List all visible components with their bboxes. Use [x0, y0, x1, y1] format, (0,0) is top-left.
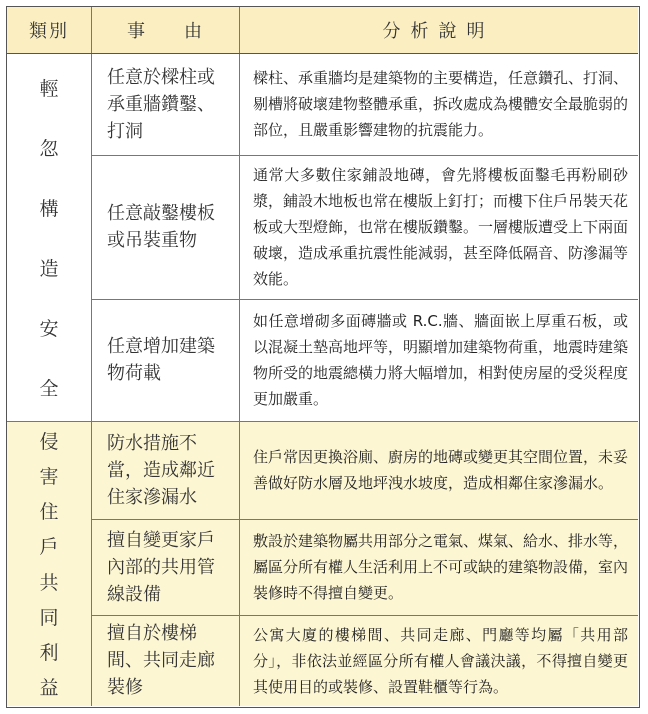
explanation-cell: 公寓大廈的樓梯間、共同走廊、門廳等均屬「共用部分」，非依法並經區分所有權人會議決議，不得擅自變更其使用目的或裝修、設置鞋櫃等行為。 — [253, 625, 628, 696]
category-char: 戶 — [39, 536, 59, 559]
category-char: 全 — [39, 377, 59, 400]
reason-cell: 任意敲鑿樓板或吊裝重物 — [107, 203, 215, 251]
header-reason: 事 由 — [127, 21, 203, 42]
reason-cell: 任意於樑柱或承重牆鑽鑿、打洞 — [107, 66, 215, 142]
category-char: 害 — [39, 466, 59, 489]
category-char: 忽 — [39, 137, 59, 160]
category-char: 造 — [39, 257, 59, 280]
category-char: 住 — [39, 501, 59, 524]
header-explanation: 分析說明 — [382, 21, 495, 42]
category-char: 益 — [39, 676, 59, 699]
row-divider — [7, 421, 638, 422]
column-divider — [239, 7, 240, 706]
regulation-table — [6, 6, 640, 708]
category-char: 安 — [39, 317, 59, 340]
row-divider — [91, 519, 638, 520]
row-divider — [91, 155, 638, 156]
row-divider — [91, 299, 638, 300]
explanation-cell: 樑柱、承重牆均是建築物的主要構造，任意鑽孔、打洞、剔槽將破壞建物整體承重，拆改處成為樓體安全最脆弱的部位，且嚴重影響建物的抗震能力。 — [253, 69, 629, 139]
category-char: 利 — [39, 641, 59, 664]
explanation-cell: 如任意增砌多面磚牆或 R.C.牆、牆面嵌上厚重石板，或以混凝土墊高地坪等，明顯增加建築物荷重，地震時建築物所受的地震總橫力將大幅增加，相對使房屋的受災程度更加嚴重。 — [253, 312, 629, 408]
explanation-cell: 敷設於建築物屬共用部分之電氣、煤氣、給水、排水等，屬區分所有權人生活利用上不可或缺的建築物設備，室內裝修時不得擅自變更。 — [253, 532, 629, 602]
category-char: 同 — [39, 606, 59, 629]
category-char: 侵 — [39, 431, 59, 454]
column-divider — [91, 7, 92, 706]
row-divider — [7, 53, 638, 54]
reason-cell: 任意增加建築物荷載 — [107, 336, 215, 384]
reason-cell: 擅自變更家戶內部的共用管線設備 — [107, 529, 215, 605]
row-divider — [91, 615, 638, 616]
explanation-cell: 住戶常因更換浴廁、廚房的地磚或變更其空間位置，未妥善做好防水層及地坪洩水坡度，造成相鄰住家滲漏水。 — [253, 448, 629, 492]
reason-cell: 防水措施不當，造成鄰近住家滲漏水 — [107, 432, 215, 508]
category-char: 構 — [39, 197, 59, 220]
explanation-cell: 通常大多數住家鋪設地磚，會先將樓板面鑿毛再粉刷砂漿，鋪設木地板也常在樓版上釘打；而樓下住戶吊裝天花板或大型燈飾，也常在樓版鑽鑿。一層樓版遭受上下兩面破壞，造成承重抗震性能減弱，甚至降低隔音、防滲漏等效能。 — [253, 166, 629, 288]
category-shared-interest — [7, 421, 91, 706]
reason-cell: 擅自於樓梯間、共同走廊裝修 — [107, 623, 215, 698]
header-category: 類別 — [29, 21, 69, 42]
category-char: 輕 — [39, 77, 59, 100]
category-char: 共 — [39, 571, 59, 594]
category-structural-safety — [7, 53, 91, 421]
